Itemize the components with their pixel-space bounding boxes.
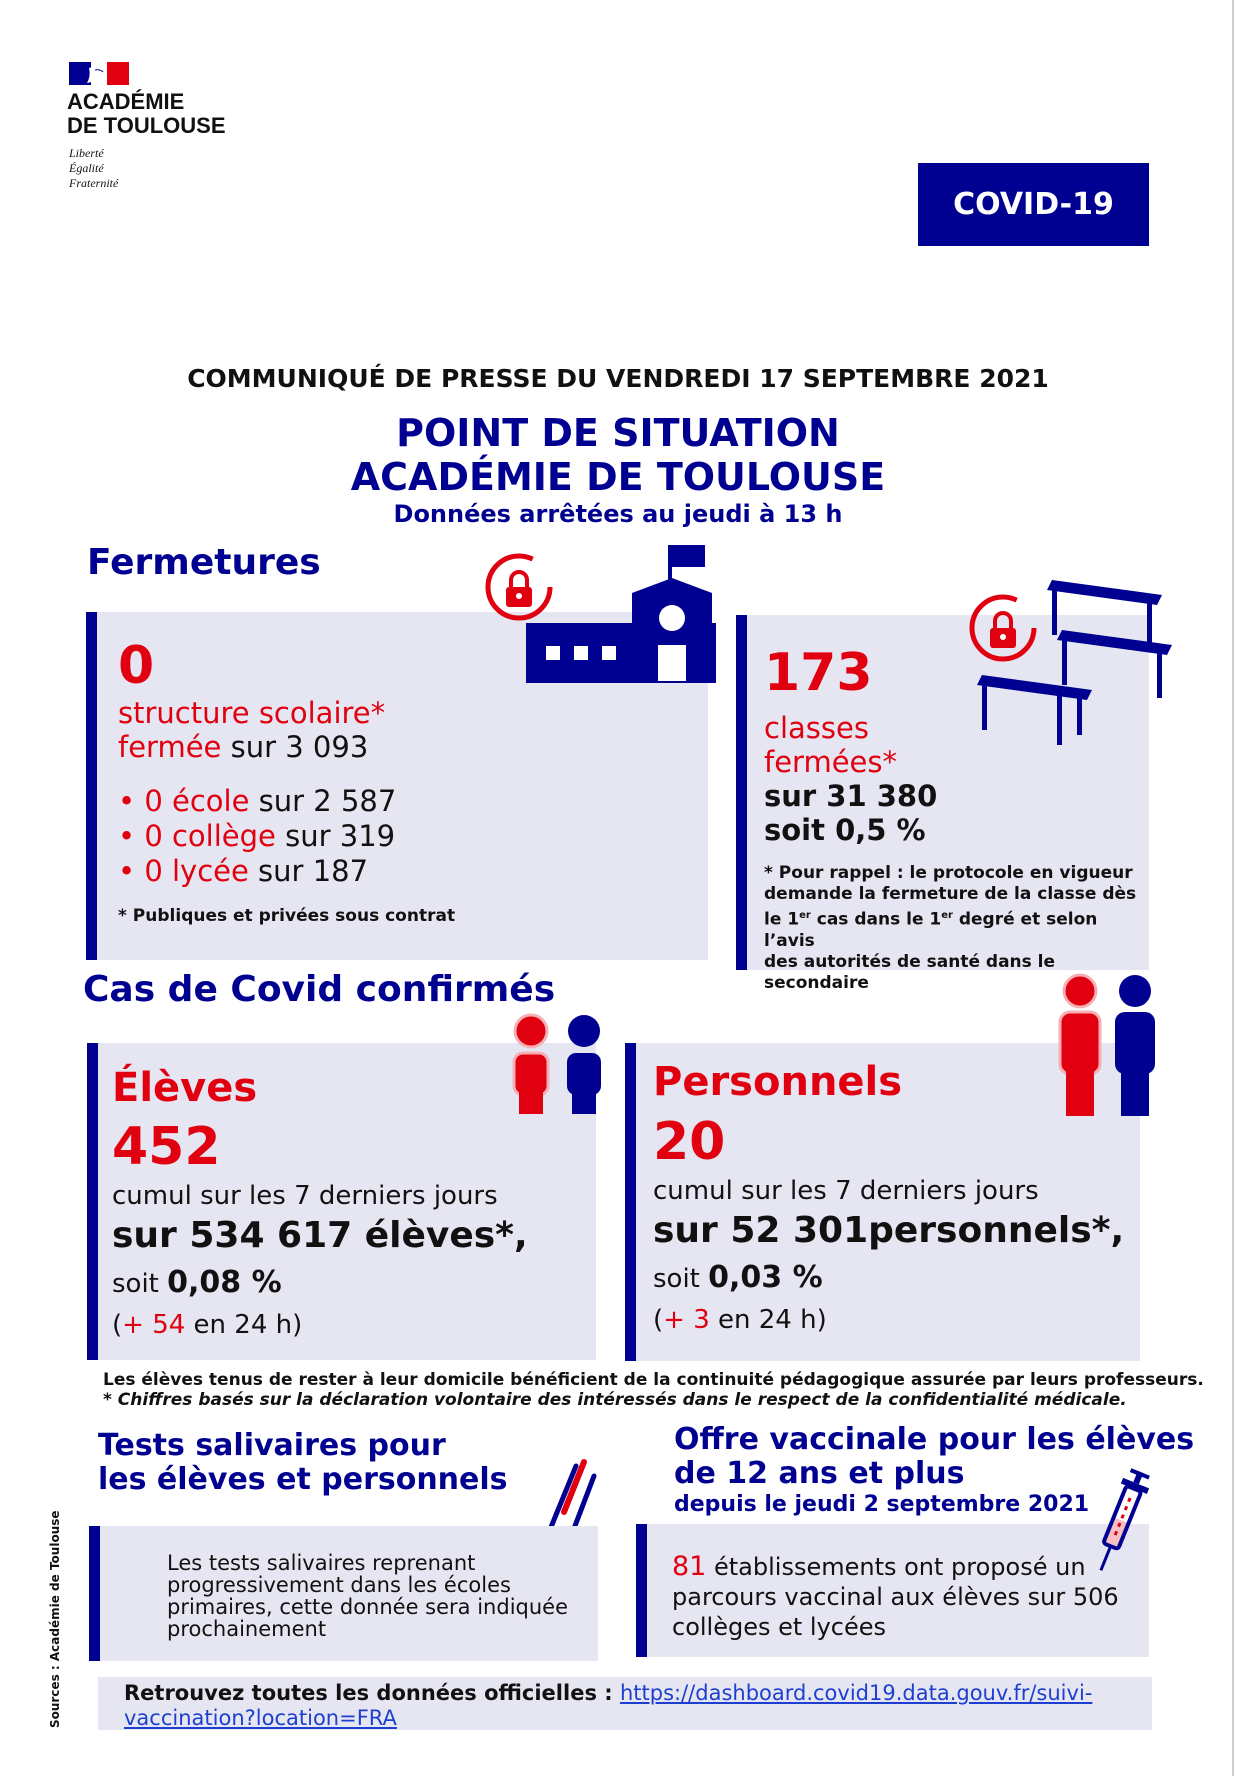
structures-footnote: * Publiques et privées sous contrat bbox=[118, 906, 456, 926]
republic-flag-logo bbox=[69, 62, 129, 85]
classes-label-line2: fermées* bbox=[764, 745, 898, 779]
footer-text bbox=[124, 1681, 1092, 1731]
page-title bbox=[0, 411, 1236, 499]
page-edge bbox=[1232, 0, 1234, 1776]
classes-total: sur 31 380 bbox=[764, 779, 938, 813]
structures-closed-number: 0 bbox=[118, 636, 155, 696]
motto-egalite: Égalité bbox=[69, 161, 104, 175]
vaccin-number: 81 bbox=[672, 1551, 707, 1582]
desks-lock-icon bbox=[962, 575, 1182, 750]
source-credit: Sources : Académie de Toulouse bbox=[48, 1510, 62, 1728]
press-release-date: COMMUNIQUÉ DE PRESSE DU VENDREDI 17 SEPTEMBRE 2021 bbox=[187, 364, 1049, 393]
footer-banner bbox=[98, 1677, 1152, 1730]
people-icon-large bbox=[1055, 972, 1160, 1118]
structures-total: sur 3 093 bbox=[221, 730, 369, 764]
data-cutoff-subtitle: Données arrêtées au jeudi à 13 h bbox=[393, 500, 843, 528]
cas-notes bbox=[103, 1370, 1204, 1410]
structures-label bbox=[118, 696, 385, 764]
list-item-ecole: • 0 école sur 2 587 bbox=[118, 784, 397, 818]
logo-line1: ACADÉMIE bbox=[67, 89, 185, 114]
eleves-cases-number: 452 bbox=[112, 1117, 221, 1177]
motto-fraternite: Fraternité bbox=[69, 176, 119, 190]
card-accent-bar bbox=[87, 1043, 98, 1360]
cas-covid-heading: Cas de Covid confirmés bbox=[83, 969, 556, 1010]
title-line1: POINT DE SITUATION bbox=[396, 411, 840, 455]
personnels-ratio: soit 0,03 % bbox=[653, 1260, 823, 1295]
structures-label-fermee: fermée bbox=[118, 730, 222, 764]
title-line2: ACADÉMIE DE TOULOUSE bbox=[350, 455, 886, 499]
classes-label-line1: classes bbox=[764, 711, 869, 745]
card-accent-bar bbox=[625, 1043, 636, 1361]
classes-closed-number: 173 bbox=[764, 643, 873, 703]
eleves-total: sur 534 617 élèves*, bbox=[112, 1215, 528, 1256]
dashboard-link[interactable]: https://dashboard.covid19.data.gouv.fr/suivi- bbox=[619, 1681, 1093, 1705]
vaccin-heading: Offre vaccinale pour les élèves de 12 ans et plus bbox=[674, 1422, 1195, 1491]
classes-ratio: soit 0,5 % bbox=[764, 813, 926, 847]
dashboard-link-continued[interactable]: vaccination?location=FRA bbox=[124, 1706, 397, 1730]
vaccin-since: depuis le jeudi 2 septembre 2021 bbox=[674, 1492, 1090, 1517]
tests-card bbox=[89, 1526, 598, 1661]
fermetures-heading: Fermetures bbox=[87, 542, 321, 583]
personnels-total: sur 52 301personnels*, bbox=[653, 1210, 1125, 1251]
card-accent-bar bbox=[86, 612, 97, 960]
personnels-cumul-label: cumul sur les 7 derniers jours bbox=[653, 1176, 1039, 1206]
eleves-delta: (+ 54 en 24 h) bbox=[112, 1310, 303, 1340]
republic-motto bbox=[69, 146, 118, 191]
structures-breakdown-list bbox=[118, 784, 396, 889]
footer-label: Retrouvez toutes les données officielles : bbox=[124, 1681, 620, 1705]
eleves-title: Élèves bbox=[112, 1065, 258, 1111]
eleves-ratio: soit 0,08 % bbox=[112, 1265, 282, 1300]
logo-line2: DE TOULOUSE bbox=[67, 113, 226, 138]
eleves-cumul-label: cumul sur les 7 derniers jours bbox=[112, 1181, 498, 1211]
list-item-college: • 0 collège sur 319 bbox=[118, 819, 396, 853]
covid-badge: COVID-19 bbox=[918, 163, 1149, 246]
vaccin-card bbox=[636, 1524, 1149, 1657]
card-accent-bar bbox=[636, 1524, 647, 1657]
syringe-icon bbox=[1090, 1468, 1150, 1578]
people-icon-small bbox=[506, 1010, 611, 1116]
motto-liberte: Liberté bbox=[69, 146, 104, 160]
academie-logo-text bbox=[67, 90, 226, 138]
personnels-delta: (+ 3 en 24 h) bbox=[653, 1305, 827, 1335]
continuity-note: Les élèves tenus de rester à leur domicile bénéficient de la continuité pédagogique assurée par leurs professeurs. bbox=[103, 1370, 1204, 1390]
personnels-cases-number: 20 bbox=[653, 1112, 726, 1172]
tests-heading: Tests salivaires pour les élèves et personnels bbox=[98, 1428, 508, 1497]
list-item-lycee: • 0 lycée sur 187 bbox=[118, 854, 369, 888]
school-lock-icon bbox=[482, 543, 717, 686]
personnels-title: Personnels bbox=[653, 1059, 903, 1105]
tests-body: Les tests salivaires reprenant progressivement dans les écoles primaires, cette donnée sera indiquée prochainement bbox=[167, 1551, 569, 1641]
classes-label bbox=[764, 711, 937, 847]
volunteer-note: * Chiffres basés sur la déclaration volontaire des intéressés dans le respect de la confidentialité médicale. bbox=[103, 1390, 1127, 1410]
card-accent-bar bbox=[736, 615, 747, 970]
structures-label-line1: structure scolaire* bbox=[118, 696, 386, 730]
card-accent-bar bbox=[89, 1526, 100, 1661]
vaccin-body: 81 établissements ont proposé un parcours vaccinal aux élèves sur 506 collèges et lycées bbox=[672, 1551, 1119, 1641]
classes-protocol-note: * Pour rappel : le protocole en vigueur demande la fermeture de la classe dès le 1er cas dans le 1er degré et selon l’avis des autorités de santé dans le secondaire bbox=[764, 863, 1137, 993]
